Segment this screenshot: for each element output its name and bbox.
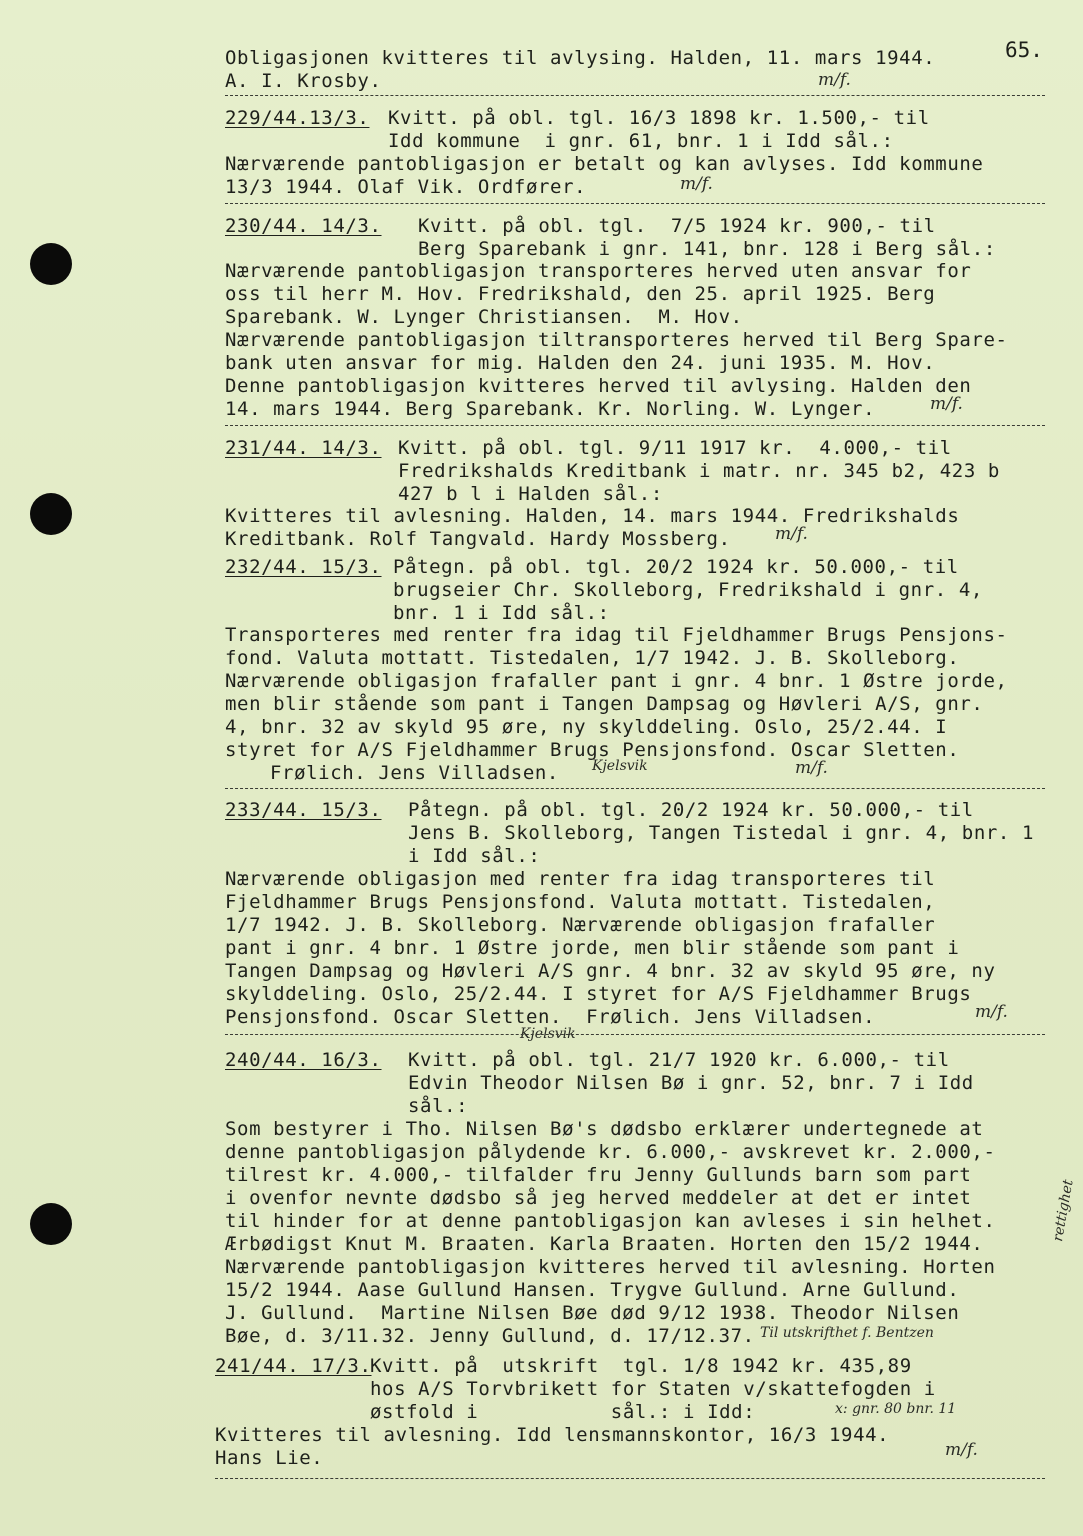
punch-hole-3 [30,1203,72,1245]
text-line: Transporteres med renter fra idag til Fjeldhammer Brugs Pensjons- [225,624,1008,646]
text-line: Nærværende pantobligasjon kvitteres herved til avlesning. Horten [225,1256,996,1278]
entry-number: 240/44. 16/3. [225,1049,382,1071]
handwritten-initials: m/f. [930,394,963,414]
text-line: Nærværende pantobligasjon tiltransporteres herved til Berg Spare- [225,329,1008,351]
divider [225,425,1045,426]
handwritten-note: Til utskrifthet f. Bentzen [760,1325,934,1341]
text-line: Nærværende obligasjon frafaller pant i gnr. 4 bnr. 1 Østre jorde, [225,670,1008,692]
entry-number: 230/44. 14/3. [225,215,382,237]
text-line: Nærværende obligasjon med renter fra idag transporteres til [225,868,936,890]
entry-number: 232/44. 15/3. [225,556,382,578]
text-line: A. I. Krosby. [225,70,382,92]
text-line: hos A/S Torvbrikett for Staten v/skattefogden i [370,1378,936,1400]
text-line: i ovenfor nevnte dødsbo så jeg herved meddeler at det er intet [225,1187,972,1209]
entry-number: 229/44.13/3. [225,107,370,129]
entry-number: 231/44. 14/3. [225,437,382,459]
text-line: Kreditbank. Rolf Tangvald. Hardy Mossberg. [225,528,731,550]
text-line: men blir stående som pant i Tangen Dampsag og Høvleri A/S, gnr. [225,693,984,715]
text-line: Kvitt. på obl. tgl. 7/5 1924 kr. 900,- til [418,215,936,237]
text-line: Fredrikshalds Kreditbank i matr. nr. 345 b2, 423 b [398,460,1000,482]
text-line: Kvitteres til avlesning. Halden, 14. mars 1944. Fredrikshalds [225,505,960,527]
text-line: 427 b l i Halden sål.: [398,483,663,505]
text-line: Hans Lie. [215,1447,324,1469]
text-line: Påtegn. på obl. tgl. 20/2 1924 kr. 50.000,- til [393,556,959,578]
margin-note: rettighet [1050,1178,1077,1243]
divider [225,788,1045,789]
text-line: Som bestyrer i Tho. Nilsen Bø's dødsbo erklærer undertegnede at [225,1118,984,1140]
text-line: Nærværende pantobligasjon er betalt og kan avlyses. Idd kommune [225,153,984,175]
divider [225,95,1045,96]
text-line: 4, bnr. 32 av skyld 95 øre, ny skylddeling. Oslo, 25/2.44. I [225,716,948,738]
handwritten-initials: m/f. [775,524,808,544]
text-line: Edvin Theodor Nilsen Bø i gnr. 52, bnr. 7 i Idd [408,1072,974,1094]
text-line: bnr. 1 i Idd sål.: [393,602,610,624]
text-line: Kvitt. på utskrift tgl. 1/8 1942 kr. 435,89 [370,1355,912,1377]
text-line: 15/2 1944. Aase Gullund Hansen. Trygve Gullund. Arne Gullund. [225,1279,960,1301]
handwritten-initials: m/f. [945,1440,978,1460]
text-line: J. Gullund. Martine Nilsen Bøe død 9/12 1938. Theodor Nilsen [225,1302,960,1324]
text-line: Sparebank. W. Lynger Christiansen. M. Hov. [225,306,743,328]
divider [225,203,1045,204]
text-line: sål.: [408,1095,469,1117]
text-line: Jens B. Skolleborg, Tangen Tistedal i gnr. 4, bnr. 1 [408,822,1035,844]
text-line: Påtegn. på obl. tgl. 20/2 1924 kr. 50.000,- til [408,799,974,821]
text-line: pant i gnr. 4 bnr. 1 Østre jorde, men blir stående som pant i [225,937,960,959]
handwritten-initials: m/f. [975,1002,1008,1022]
handwritten-initials: m/f. [680,174,713,194]
text-line: Kvitt. på obl. tgl. 9/11 1917 kr. 4.000,- til [398,437,952,459]
text-line: fond. Valuta mottatt. Tistedalen, 1/7 1942. J. B. Skolleborg. [225,647,960,669]
text-line: Obligasjonen kvitteres til avlysing. Halden, 11. mars 1944. [225,47,936,69]
handwritten-note: x: gnr. 80 bnr. 11 [835,1401,957,1417]
text-line: Fjeldhammer Brugs Pensjonsfond. Valuta mottatt. Tistedalen, [225,891,936,913]
text-line: denne pantobligasjon pålydende kr. 6.000,- avskrevet kr. 2.000,- [225,1141,996,1163]
text-line: Bøe, d. 3/11.32. Jenny Gullund, d. 17/12.37. [225,1325,755,1347]
text-line: 13/3 1944. Olaf Vik. Ordfører. [225,176,587,198]
text-line: styret for A/S Fjeldhammer Brugs Pensjonsfond. Oscar Sletten. [225,739,960,761]
text-line: Ærbødigst Knut M. Braaten. Karla Braaten. Horten den 15/2 1944. [225,1233,984,1255]
handwritten-note: Kjelsvik [592,758,648,774]
text-line: Kvitt. på obl. tgl. 21/7 1920 kr. 6.000,- til [408,1049,950,1071]
text-line: 1/7 1942. J. B. Skolleborg. Nærværende obligasjon frafaller [225,914,936,936]
text-line: tilrest kr. 4.000,- tilfalder fru Jenny Gullunds barn som part [225,1164,972,1186]
entry-number: 233/44. 15/3. [225,799,382,821]
text-line: Tangen Dampsag og Høvleri A/S gnr. 4 bnr. 32 av skyld 95 øre, ny [225,960,996,982]
handwritten-note: Kjelsvik [520,1026,576,1042]
text-line: Kvitt. på obl. tgl. 16/3 1898 kr. 1.500,- til [388,107,930,129]
text-line: Kvitteres til avlesning. Idd lensmannskontor, 16/3 1944. [215,1424,890,1446]
text-line: Pensjonsfond. Oscar Sletten. Frølich. Jens Villadsen. [225,1006,876,1028]
punch-hole-1 [30,243,72,285]
text-line: 14. mars 1944. Berg Sparebank. Kr. Norling. W. Lynger. [225,398,876,420]
text-line: i Idd sål.: [408,845,541,867]
text-line: Nærværende pantobligasjon transporteres herved uten ansvar for [225,260,972,282]
text-line: brugseier Chr. Skolleborg, Fredrikshald i gnr. 4, [393,579,983,601]
handwritten-initials: m/f. [818,70,851,90]
text-line: Berg Sparebank i gnr. 141, bnr. 128 i Berg sål.: [418,238,996,260]
divider [225,1034,1045,1035]
text-line: Idd kommune i gnr. 61, bnr. 1 i Idd sål.: [388,130,894,152]
page-number: 65. [1005,38,1043,62]
punch-hole-2 [30,493,72,535]
text-line: Denne pantobligasjon kvitteres herved til avlysing. Halden den [225,375,972,397]
text-line: østfold i sål.: i Idd: [370,1401,756,1423]
divider [215,1478,1045,1479]
text-line: oss til herr M. Hov. Fredrikshald, den 25. april 1925. Berg [225,283,936,305]
text-line: bank uten ansvar for mig. Halden den 24. juni 1935. M. Hov. [225,352,936,374]
handwritten-initials: m/f. [795,758,828,778]
text-line: til hinder for at denne pantobligasjon kan avleses i sin helhet. [225,1210,996,1232]
entry-number: 241/44. 17/3. [215,1355,372,1377]
text-line: Frølich. Jens Villadsen. [270,762,559,784]
text-line: skylddeling. Oslo, 25/2.44. I styret for A/S Fjeldhammer Brugs [225,983,972,1005]
